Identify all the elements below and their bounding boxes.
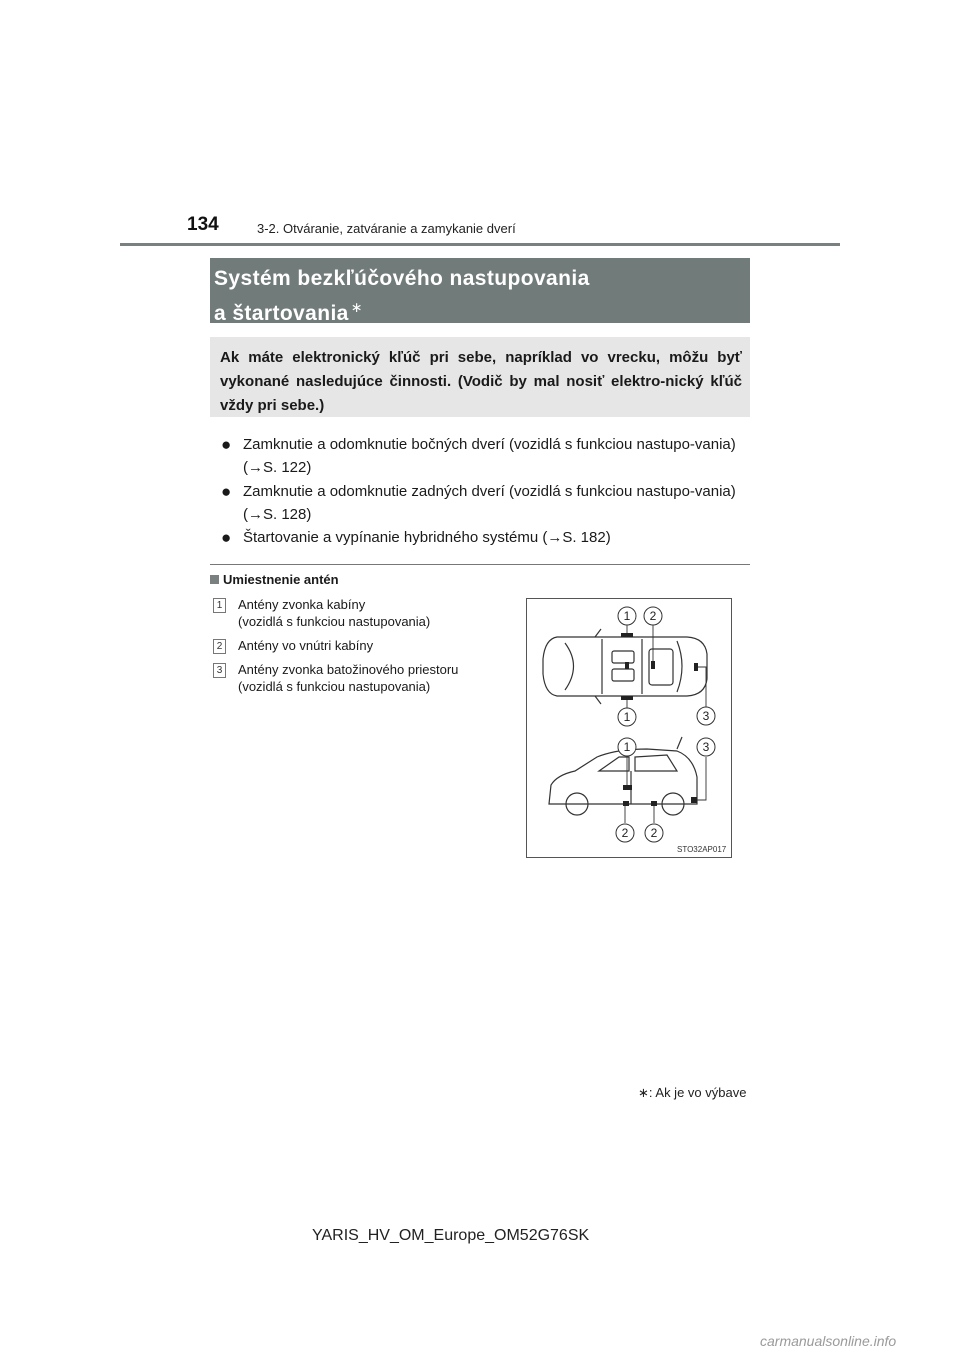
car-diagram [527, 599, 733, 859]
legend-number: 2 [213, 639, 226, 654]
section-title-box [210, 258, 750, 323]
bullet-item [221, 480, 751, 526]
callout-label: 3 [702, 709, 710, 723]
legend-item [213, 661, 513, 695]
title-line-2-text: a štartovania [214, 302, 349, 325]
legend-number: 1 [213, 598, 226, 613]
bullet-text: Zamknutie a odomknutie zadných dverí (vozidlá s funkciou nastupo-vania) (→S. 128) [243, 483, 736, 523]
callout-numbers [616, 607, 715, 842]
antenna-location-figure [526, 598, 732, 858]
page-number: 134 [187, 214, 219, 235]
legend-text: Antény zvonka kabíny (vozidlá s funkciou nastupovania) [238, 597, 431, 629]
section-divider [210, 564, 750, 565]
bullet-marker: ● [221, 528, 232, 547]
section-label: 3-2. Otváranie, zatváranie a zamykanie dverí [257, 221, 516, 236]
subsection-heading-text: Umiestnenie antén [223, 572, 339, 587]
callout-label: 1 [623, 710, 631, 724]
legend-text: Antény vo vnútri kabíny [238, 638, 374, 653]
legend-number: 3 [213, 663, 226, 678]
bullet-text: Štartovanie a vypínanie hybridného systému (→S. 182) [243, 529, 611, 546]
subsection-heading [210, 572, 339, 587]
callout-label: 2 [650, 826, 658, 840]
title-line-1: Systém bezkľúčového nastupovania [214, 267, 590, 290]
legend-text: Antény zvonka batožinového priestoru (vozidlá s funkciou nastupovania) [238, 662, 459, 694]
callout-label: 2 [649, 609, 657, 623]
footnote: ∗: Ak je vo výbave [638, 1085, 747, 1100]
bullet-item [221, 433, 751, 479]
callout-label: 1 [623, 740, 631, 754]
callout-label: 1 [623, 609, 631, 623]
optional-equipment-star: ∗ [350, 299, 363, 315]
footer-document-code: YARIS_HV_OM_Europe_OM52G76SK [312, 1227, 590, 1244]
figure-code: STO32AP017 [677, 845, 727, 854]
square-bullet-icon [210, 575, 219, 584]
bullet-marker: ● [221, 482, 232, 501]
title-line-2 [214, 293, 750, 328]
callout-label: 3 [702, 740, 710, 754]
intro-box: Ak máte elektronický kľúč pri sebe, napríklad vo vrecku, môžu byť vykonané nasledujúce činnosti. (Vodič by mal nosiť elektro-nický kľúč vždy pri sebe.) [210, 337, 750, 417]
bullet-text: Zamknutie a odomknutie bočných dverí (vozidlá s funkciou nastupo-vania) (→S. 122) [243, 436, 736, 476]
bullet-item [221, 526, 751, 549]
watermark: carmanualsonline.info [760, 1333, 897, 1349]
legend-item [213, 637, 513, 654]
legend-item [213, 596, 513, 630]
bullet-marker: ● [221, 435, 232, 454]
header-divider [120, 243, 840, 246]
callout-label: 2 [621, 826, 629, 840]
